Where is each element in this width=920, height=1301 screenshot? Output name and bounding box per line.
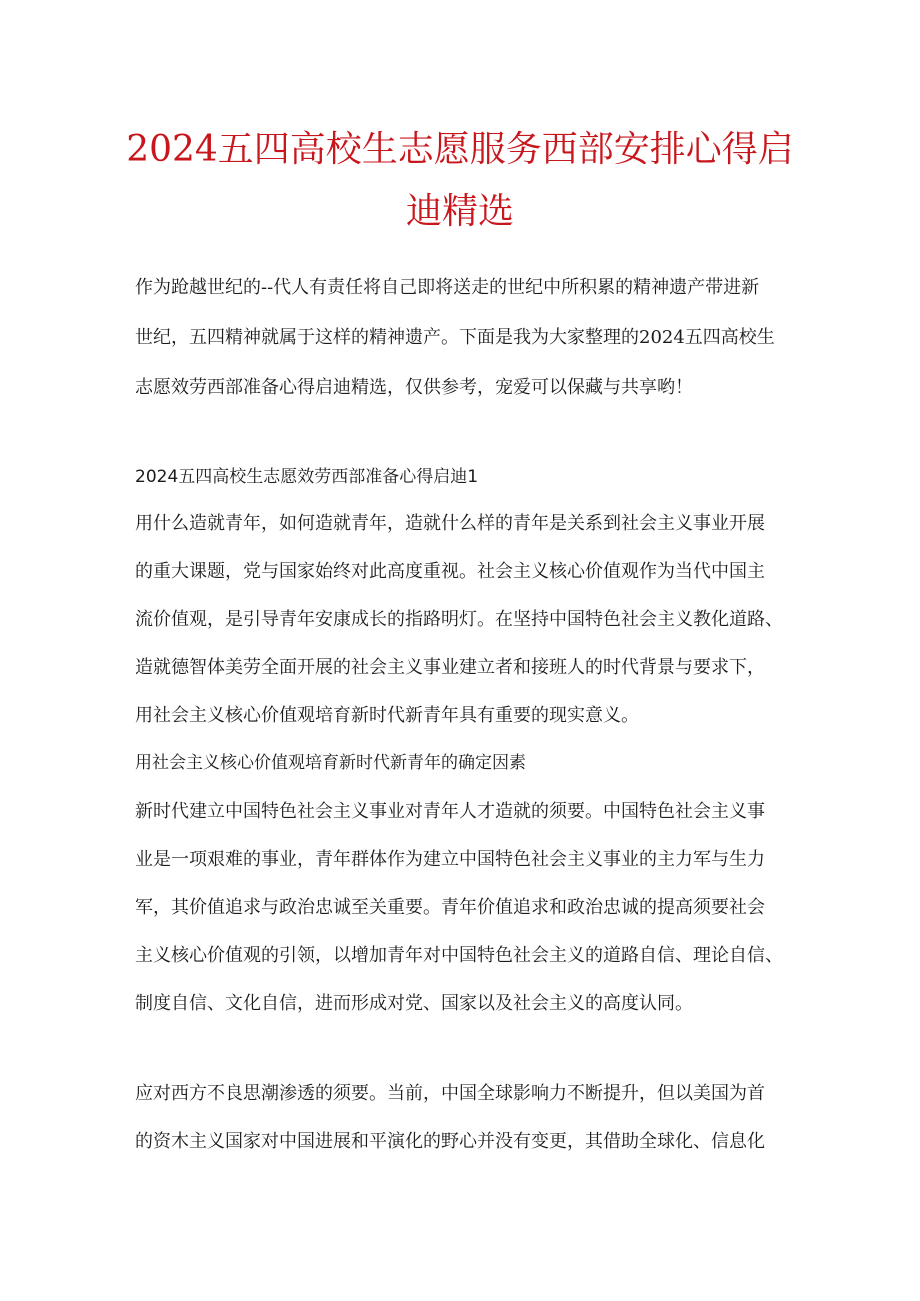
document-title-line-2: 迪精选 [405,191,514,232]
paragraph-line: 用什么造就青年，如何造就青年，造就什么样的青年是关系到社会主义事业开展 [135,513,765,534]
section-heading: 2024五四高校生志愿效劳西部准备心得启迪1 [135,467,479,487]
paragraph-line: 的重大课题，党与国家始终对此高度重视。社会主义核心价值观作为当代中国主 [135,561,765,582]
paragraph-line: 业是一项艰难的事业，青年群体作为建立中国特色社会主义事业的主力军与生力 [135,849,765,870]
paragraph-line: 新时代建立中国特色社会主义事业对青年人才造就的须要。中国特色社会主义事 [135,801,765,822]
intro-line: 志愿效劳西部准备心得启迪精选，仅供参考，宠爱可以保藏与共享哟！ [135,377,693,398]
paragraph-line: 的资木主义国家对中国进展和平演化的野心并没有变更，其借助全球化、信息化 [135,1131,765,1152]
intro-line: 作为跄越世纪的--代人有责任将自己即将送走的世纪中所积累的精神遗产带进新 [135,277,760,298]
intro-line: 世纪，五四精神就属于这样的精神遗产。下面是我为大家整理的2024五四高校生 [135,327,775,348]
paragraph-line: 用社会主义核心价值观培育新时代新青年具有重要的现实意义。 [135,705,639,726]
paragraph-line: 主义核心价值观的引领，以增加青年对中国特色社会主义的道路自信、理论自信、 [135,945,783,966]
subheading: 用社会主义核心价值观培育新时代新青年的确定因素 [135,753,526,773]
paragraph-line: 流价值观，是引导青年安康成长的指路明灯。在坚持中国特色社会主义教化道路、 [135,609,783,630]
paragraph-line: 制度自信、文化自信，进而形成对党、国家以及社会主义的高度认同。 [135,993,693,1014]
paragraph-line: 造就德智体美劳全面开展的社会主义事业建立者和接班人的时代背景与要求下， [135,657,765,678]
document-title-line-1: 2024五四高校生志愿服务西部安排心得启 [126,129,794,170]
paragraph-line: 军，其价值追求与政治忠诚至关重要。青年价值追求和政治忠诚的提高须要社会 [135,897,765,918]
paragraph-line: 应对西方不良思潮渗透的须要。当前，中国全球影响力不断提升，但以美国为首 [135,1083,765,1104]
